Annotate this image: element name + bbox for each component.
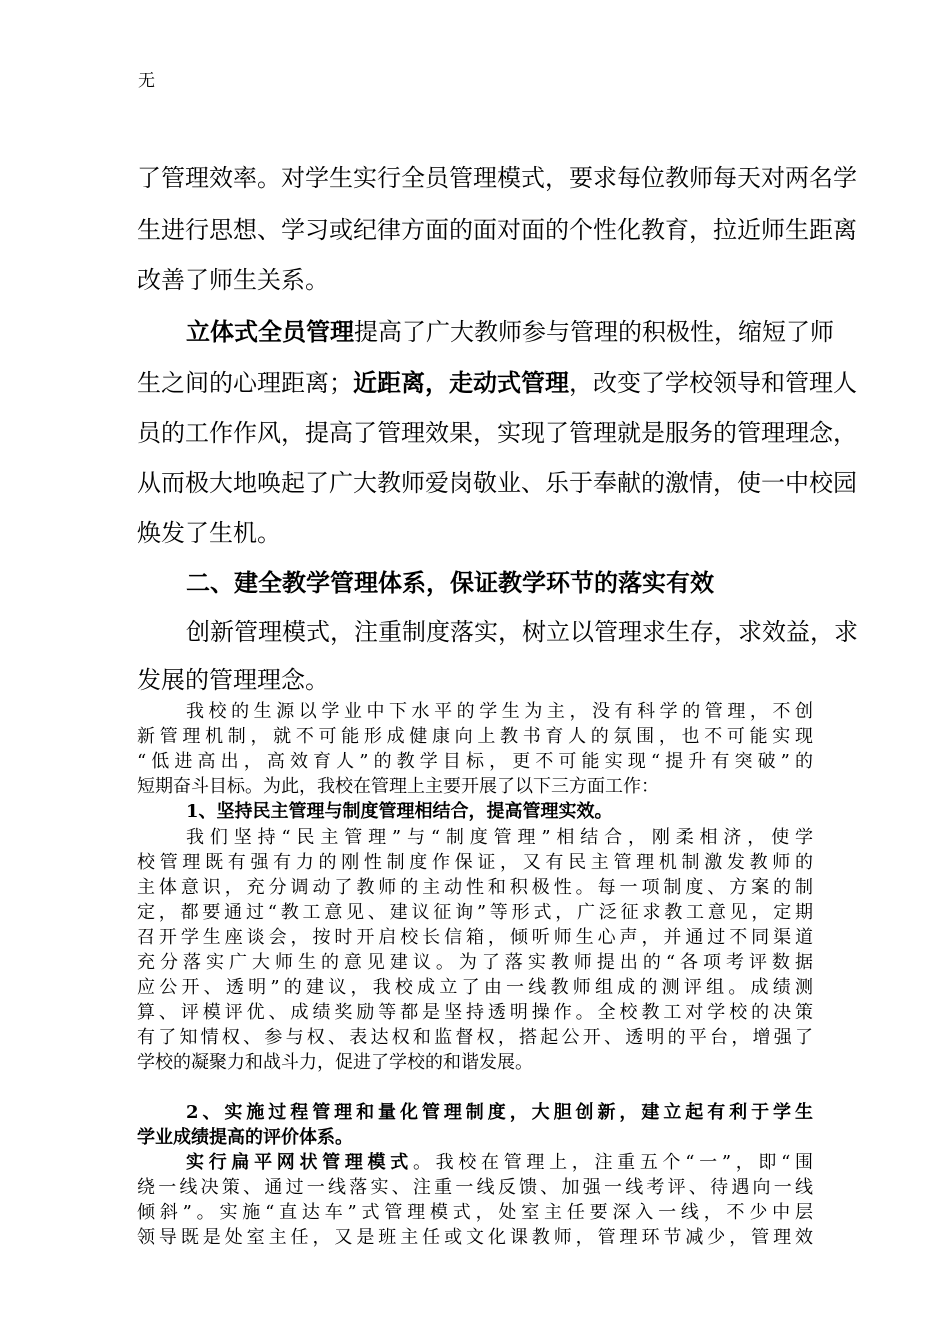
body-line: 有了知情权、参与权、表达权和监督权，搭起公开、透明的平台，增强了 (137, 1027, 813, 1048)
body-line: 创新管理模式，注重制度落实，树立以管理求生存，求效益，求 (186, 618, 858, 646)
subsection-heading: 1、坚持民主管理与制度管理相结合，提高管理实效。 (186, 801, 613, 822)
body-line: 主体意识，充分调动了教师的主动性和积极性。每一项制度、方案的制 (137, 877, 813, 898)
body-line: 领导既是处室主任，又是班主任或文化课教师，管理环节减少，管理效 (137, 1227, 813, 1248)
body-line (186, 1148, 813, 1174)
body-line: “低进高出，高效育人”的教学目标，更不可能实现“提升有突破”的 (137, 751, 813, 772)
body-line: 充分落实广大师生的意见建议。为了落实教师提出的“各项考评数据 (137, 952, 813, 973)
body-line: 焕发了生机。 (137, 519, 281, 547)
body-line: 算、评模评优、成绩奖励等都是坚持透明操作。全校教工对学校的决策 (137, 1002, 813, 1023)
text-run: ，改变了学校领导和管理人 (569, 369, 857, 397)
body-line: 新管理机制，就不可能形成健康向上教书育人的氛围，也不可能实现 (137, 726, 813, 747)
text-run: 。我校在管理上，注重五个“一”，即“围 (412, 1152, 814, 1173)
body-line: 生进行思想、学习或纪律方面的面对面的个性化教育，拉近师生距离 (137, 216, 857, 244)
body-line: 倾斜”。实施“直达车”式管理模式，处室主任要深入一线，不少中层 (137, 1202, 813, 1223)
body-line (137, 363, 857, 398)
bold-phrase: 近距离，走动式管理 (353, 368, 569, 397)
subsection-heading: 2、实施过程管理和量化管理制度，大胆创新，建立起有利于学生 (186, 1102, 813, 1123)
body-line: 绕一线决策、通过一线落实、注重一线反馈、加强一线考评、待遇向一线 (137, 1177, 813, 1198)
bold-phrase: 实行扁平网状管理模式 (186, 1152, 413, 1173)
body-line: 我校的生源以学业中下水平的学生为主，没有科学的管理，不创 (186, 701, 813, 722)
text-run: 提高了广大教师参与管理的积极性，缩短了师 (354, 318, 834, 346)
subsection-heading: 学业成绩提高的评价体系。 (137, 1127, 353, 1148)
text-run: 生之间的心理距离； (137, 369, 353, 397)
body-line: 发展的管理理念。 (137, 666, 329, 694)
body-line: 了管理效率。对学生实行全员管理模式，要求每位教师每天对两名学 (137, 164, 857, 192)
body-line: 应公开、透明”的建议，我校成立了由一线教师组成的测评组。成绩测 (137, 977, 813, 998)
page-header: 无 (138, 71, 155, 91)
body-line: 短期奋斗目标。为此，我校在管理上主要开展了以下三方面工作： (137, 776, 659, 797)
body-line: 校管理既有强有力的刚性制度作保证，又有民主管理机制激发教师的 (137, 852, 813, 873)
body-line (186, 312, 834, 347)
body-line: 改善了师生关系。 (137, 266, 329, 294)
body-line: 从而极大地唤起了广大教师爱岗敬业、乐于奉献的激情，使一中校园 (137, 469, 857, 497)
body-line: 召开学生座谈会，按时开启校长信箱，倾听师生心声，并通过不同渠道 (137, 927, 813, 948)
body-line: 我们坚持“民主管理”与“制度管理”相结合，刚柔相济，使学 (186, 827, 813, 848)
body-line: 员的工作作风，提高了管理效果，实现了管理就是服务的管理理念， (137, 419, 857, 447)
body-line: 学校的凝聚力和战斗力，促进了学校的和谐发展。 (137, 1052, 533, 1073)
body-line: 定，都要通过“教工意见、建议征询”等形式，广泛征求教工意见，定期 (137, 902, 813, 923)
section-heading: 二、建全教学管理体系，保证教学环节的落实有效 (186, 568, 714, 597)
bold-phrase: 立体式全员管理 (186, 317, 354, 346)
